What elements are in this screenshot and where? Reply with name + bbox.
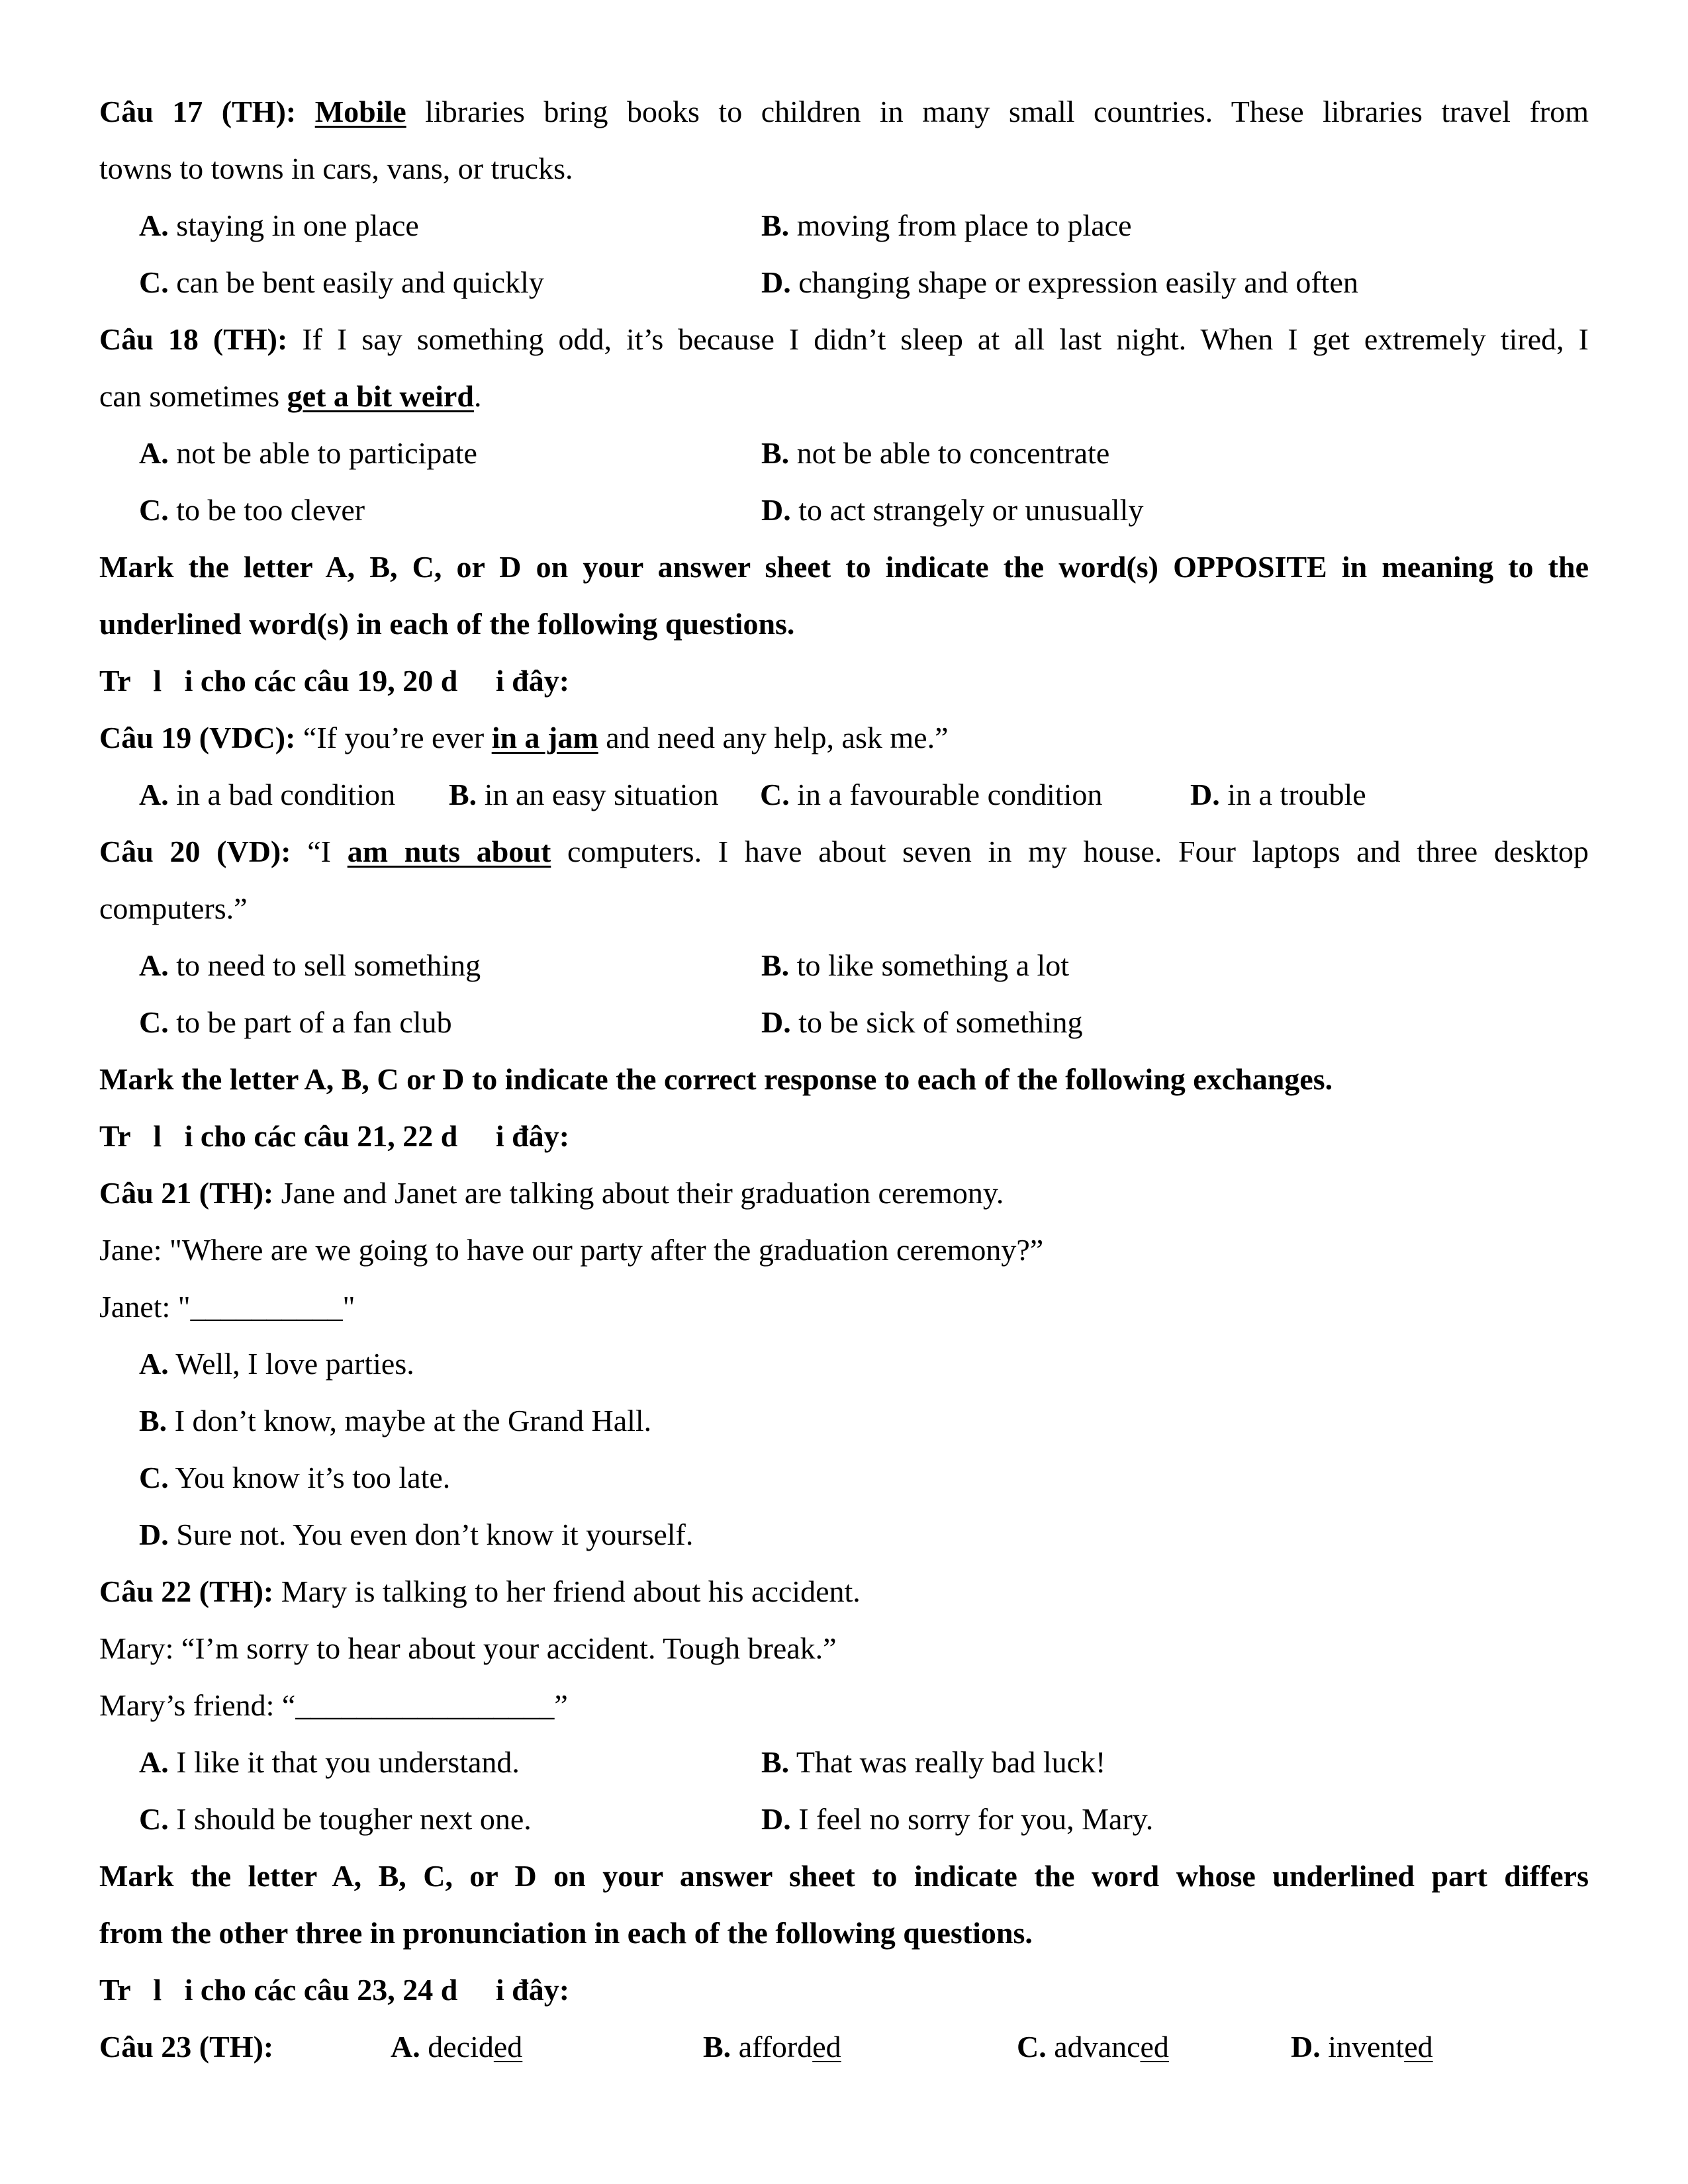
q17-option-c: C. can be bent easily and quickly [139,265,544,299]
q22-option-d: D. I feel no sorry for you, Mary. [761,1802,1154,1836]
q23-option-b: B. afforded [703,2030,841,2064]
q18-line2: can sometimes get a bit weird. [99,379,482,413]
q21-label: Câu 21 (TH): [99,1176,274,1210]
q21-option-a: A. Well, I love parties. [139,1347,414,1381]
instruction-opposite-line1: Mark the letter A, B, C, or D on your answer sheet to indicate the word(s) OPPOSITE in meaning to the [99,550,1589,584]
q17-option-b: B. moving from place to place [761,208,1132,242]
q20-option-a: A. to need to sell something [139,948,481,982]
q18-text1: If I say something odd, it’s because I didn’t sleep at all last night. When I get extremely tired, I [302,322,1589,356]
q17-text1: libraries bring books to children in many small countries. These libraries travel from [425,95,1589,128]
q18-label: Câu 18 (TH): [99,322,288,356]
q19-option-b: B. in an easy situation [449,778,719,811]
section-subheading-19-20: Tr l i cho các câu 19, 20 d i đây: [99,664,570,698]
q19-label: Câu 19 (VDC): [99,721,296,754]
instruction-response: Mark the letter A, B, C or D to indicate the correct response to each of the following exchanges. [99,1062,1333,1096]
q22-line2: Mary: “I’m sorry to hear about your accident. Tough break.” [99,1631,837,1665]
q17-line1 [99,93,1589,131]
q19-option-a: A. in a bad condition [139,778,396,811]
q18-line1 [99,320,1589,359]
q21-line1: Câu 21 (TH): Jane and Janet are talking about their graduation ceremony. [99,1176,1004,1210]
instruction-opposite-line2: underlined word(s) in each of the following questions. [99,607,795,641]
q23-label: Câu 23 (TH): [99,2030,274,2064]
q20-line1: Câu 20 (VD): “I am nuts about computers. I have about seven in my house. Four laptops and three desktop [99,835,1589,868]
q18-option-c: C. to be too clever [139,493,365,527]
q23-option-d: D. invented [1291,2030,1433,2064]
q18-option-b: B. not be able to concentrate [761,436,1110,470]
q23-option-a: A. decided [391,2030,523,2064]
q23-option-c: C. advanced [1017,2030,1169,2064]
q17-text2: towns to towns in cars, vans, or trucks. [99,152,573,185]
q19-underlined-phrase: in a jam [491,721,598,754]
q17-option-d: D. changing shape or expression easily and often [761,265,1358,299]
q20-option-d: D. to be sick of something [761,1005,1083,1039]
q22-option-b: B. That was really bad luck! [761,1745,1106,1779]
q18-option-a: A. not be able to participate [139,436,477,470]
q18-option-d: D. to act strangely or unusually [761,493,1144,527]
q19-option-c: C. in a favourable condition [760,778,1103,811]
q17-underlined-word: Mobile [314,95,406,128]
q20-line2: computers.” [99,891,248,925]
section-subheading-21-22: Tr l i cho các câu 21, 22 d i đây: [99,1119,570,1153]
q22-line3: Mary’s friend: “_________________” [99,1688,568,1722]
q21-line2: Jane: "Where are we going to have our party after the graduation ceremony?” [99,1233,1044,1267]
q17-line2 [99,150,573,188]
q21-option-c: C. You know it’s too late. [139,1461,451,1494]
q21-option-d: D. Sure not. You even don’t know it yourself. [139,1518,694,1551]
q21-line3: Janet: "__________" [99,1290,355,1324]
q22-label: Câu 22 (TH): [99,1574,274,1608]
q17-option-a: A. staying in one place [139,208,419,242]
q21-option-b: B. I don’t know, maybe at the Grand Hall. [139,1404,652,1437]
q20-option-c: C. to be part of a fan club [139,1005,452,1039]
instruction-pronunciation-line1: Mark the letter A, B, C, or D on your answer sheet to indicate the word whose underlined part differs [99,1859,1589,1893]
q19-line1: Câu 19 (VDC): “If you’re ever in a jam and need any help, ask me.” [99,721,949,754]
q19-option-d: D. in a trouble [1190,778,1366,811]
q20-underlined-phrase: am nuts about [347,835,551,868]
instruction-pronunciation-line2: from the other three in pronunciation in each of the following questions. [99,1916,1033,1950]
q20-label: Câu 20 (VD): [99,835,291,868]
section-subheading-23-24: Tr l i cho các câu 23, 24 d i đây: [99,1973,570,2007]
q22-option-a: A. I like it that you understand. [139,1745,520,1779]
q20-option-b: B. to like something a lot [761,948,1070,982]
q22-line1: Câu 22 (TH): Mary is talking to her friend about his accident. [99,1574,861,1608]
q22-option-c: C. I should be tougher next one. [139,1802,532,1836]
q18-underlined-phrase: get a bit weird [287,379,474,413]
q17-label: Câu 17 (TH): [99,95,297,128]
